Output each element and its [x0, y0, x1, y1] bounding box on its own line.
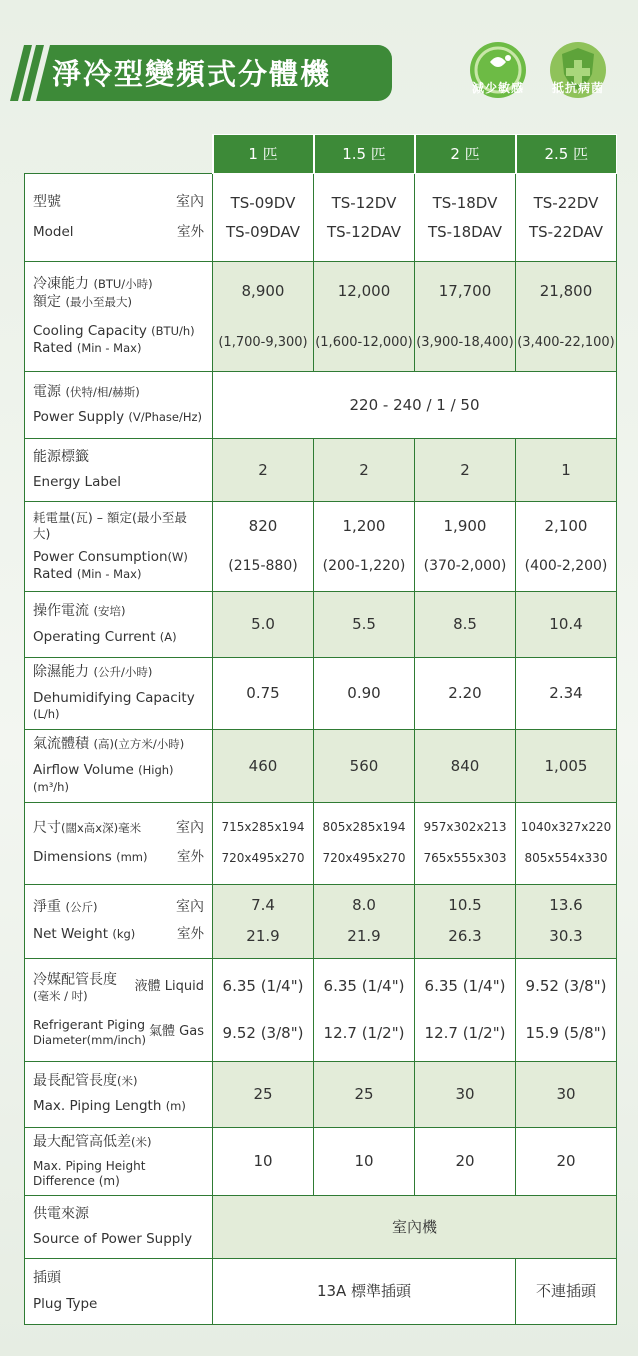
cell: 9.52 (3/8") 15.9 (5/8"): [516, 958, 617, 1061]
cell: 715x285x194 720x495x270: [213, 802, 314, 884]
cell: 21,800 (3,400-22,100): [516, 262, 617, 372]
cell: 1,900 (370-2,000): [415, 502, 516, 592]
cell: 2,100 (400-2,200): [516, 502, 617, 592]
cell: 1: [516, 439, 617, 502]
cell: 5.5: [314, 592, 415, 658]
cell: 2.20: [415, 658, 516, 730]
cell: 220 - 240 / 1 / 50: [213, 372, 617, 439]
table-row: [25, 262, 617, 372]
cell: 6.35 (1/4") 12.7 (1/2"): [415, 958, 516, 1061]
row-label: 最長配管長度(米) Max. Piping Length (m): [25, 1061, 213, 1127]
cell: TS-18DV TS-18DAV: [415, 174, 516, 262]
cell: 1,005: [516, 730, 617, 802]
cell: 13.6 30.3: [516, 884, 617, 958]
table-row: [25, 439, 617, 502]
model-header: 1.5 匹: [314, 135, 415, 174]
badge-label: 減少敏感: [471, 81, 524, 95]
table-row: [25, 658, 617, 730]
table-row: [25, 1127, 617, 1196]
row-label: 最大配管高低差(米) Max. Piping Height Difference (m): [25, 1127, 213, 1196]
header-row: [25, 135, 617, 174]
row-label: 冷凍能力 (BTU/小時) 額定 (最小至最大) Cooling Capacity (BTU/h) Rated (Min - Max): [25, 262, 213, 372]
model-header: 2 匹: [415, 135, 516, 174]
cell: 20: [516, 1127, 617, 1196]
page-title: 淨冷型變頻式分體機: [52, 57, 332, 91]
cell: 2.34: [516, 658, 617, 730]
row-label: 氣流體積 (高)(立方米/小時) Airflow Volume (High) (m³/h): [25, 730, 213, 802]
row-label: 除濕能力 (公升/小時) Dehumidifying Capacity (L/h): [25, 658, 213, 730]
table-row: [25, 174, 617, 262]
row-label: 耗電量(瓦) – 額定(最小至最大) Power Consumption(W) Rated (Min - Max): [25, 502, 213, 592]
cell: 6.35 (1/4") 9.52 (3/8"): [213, 958, 314, 1061]
cell: 13A 標準插頭: [213, 1259, 516, 1325]
row-label: [25, 174, 213, 262]
cell: 不連插頭: [516, 1259, 617, 1325]
cell: 8,900 (1,700-9,300): [213, 262, 314, 372]
row-label: 操作電流 (安培) Operating Current (A): [25, 592, 213, 658]
cell: 8.5: [415, 592, 516, 658]
cell: TS-22DV TS-22DAV: [516, 174, 617, 262]
cell: 840: [415, 730, 516, 802]
table-row: [25, 592, 617, 658]
blank-cell: [25, 135, 213, 174]
cell: 10: [213, 1127, 314, 1196]
cell: 30: [516, 1061, 617, 1127]
cell: 10.5 26.3: [415, 884, 516, 958]
cell: 5.0: [213, 592, 314, 658]
model-header: 1 匹: [213, 135, 314, 174]
table-row: [25, 372, 617, 439]
table-row: [25, 802, 617, 884]
spec-table: [24, 134, 617, 1325]
cell: 805x285x194 720x495x270: [314, 802, 415, 884]
row-label: 電源 (伏特/相/赫斯) Power Supply (V/Phase/Hz): [25, 372, 213, 439]
cell: 460: [213, 730, 314, 802]
model-header: 2.5 匹: [516, 135, 617, 174]
allergy-reduction-badge: [466, 40, 530, 102]
row-label: 插頭 Plug Type: [25, 1259, 213, 1325]
row-label: 尺寸(闊x高x深)毫米 室內 Dimensions (mm) 室外: [25, 802, 213, 884]
cell: 2: [314, 439, 415, 502]
cell: 6.35 (1/4") 12.7 (1/2"): [314, 958, 415, 1061]
table-row: [25, 730, 617, 802]
title-banner: [0, 45, 392, 101]
badge-label: 抵抗病菌: [551, 81, 604, 95]
indoor-label: 室內: [176, 194, 204, 211]
cell: 1040x327x220 805x554x330: [516, 802, 617, 884]
cell: 20: [415, 1127, 516, 1196]
cell: 2: [415, 439, 516, 502]
cell: 30: [415, 1061, 516, 1127]
cell: 室內機: [213, 1196, 617, 1259]
cell: 17,700 (3,900-18,400): [415, 262, 516, 372]
cell: 7.4 21.9: [213, 884, 314, 958]
cell: 820 (215-880): [213, 502, 314, 592]
row-label: 供電來源 Source of Power Supply: [25, 1196, 213, 1259]
label-en: Model: [33, 223, 74, 240]
antibacterial-badge: [546, 40, 610, 102]
cell: 25: [314, 1061, 415, 1127]
cell: 560: [314, 730, 415, 802]
table-row: [25, 1196, 617, 1259]
cell: TS-12DV TS-12DAV: [314, 174, 415, 262]
table-row: [25, 1259, 617, 1325]
row-label: 冷媒配管長度 (毫米 / 吋) 液體 Liquid Refrigerant Piging Diameter(mm/inch) 氣體 Gas: [25, 958, 213, 1061]
cell: TS-09DV TS-09DAV: [213, 174, 314, 262]
row-label: 淨重 (公斤) 室內 Net Weight (kg) 室外: [25, 884, 213, 958]
cell: 1,200 (200-1,220): [314, 502, 415, 592]
cell: 10.4: [516, 592, 617, 658]
table-row: [25, 884, 617, 958]
cell: 0.75: [213, 658, 314, 730]
cell: 2: [213, 439, 314, 502]
table-row: [25, 502, 617, 592]
table-row: [25, 958, 617, 1061]
outdoor-label: 室外: [177, 223, 204, 240]
cell: 25: [213, 1061, 314, 1127]
row-label: 能源標籤 Energy Label: [25, 439, 213, 502]
cell: 957x302x213 765x555x303: [415, 802, 516, 884]
label-zh: 型號: [33, 194, 61, 211]
table-row: [25, 1061, 617, 1127]
cell: 8.0 21.9: [314, 884, 415, 958]
cell: 10: [314, 1127, 415, 1196]
cell: 12,000 (1,600-12,000): [314, 262, 415, 372]
cell: 0.90: [314, 658, 415, 730]
